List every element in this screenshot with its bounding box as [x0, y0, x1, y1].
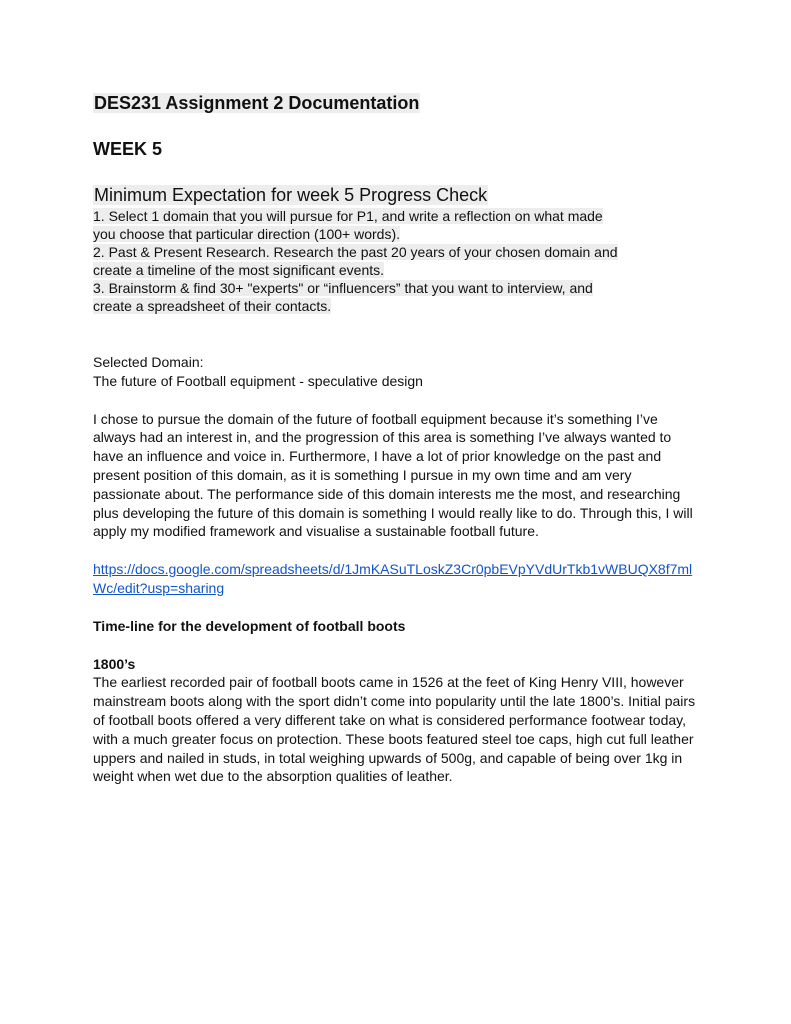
- timeline-heading: Time-line for the development of football boots: [93, 617, 406, 634]
- expectation-heading: [93, 183, 703, 207]
- document-title: [93, 88, 703, 119]
- expectation-list: [93, 207, 703, 315]
- expectation-line: you choose that particular direction (100+ words).: [93, 226, 400, 242]
- expectation-heading-text: Minimum Expectation for week 5 Progress Check: [94, 185, 488, 205]
- week-heading: WEEK 5: [93, 139, 163, 159]
- selected-domain-value: The future of Football equipment - speculative design: [93, 372, 423, 389]
- expectation-line: create a spreadsheet of their contacts.: [93, 298, 332, 314]
- spreadsheet-link-paragraph: [93, 560, 703, 598]
- selected-domain-label: Selected Domain:: [93, 354, 204, 370]
- document-title-text: DES231 Assignment 2 Documentation: [94, 93, 420, 113]
- spreadsheet-link[interactable]: https://docs.google.com/spreadsheets/d/1JmKASuTLoskZ3Cr0pbEVpYVdUrTkb1vWBUQX8f7mlWc/edit?usp=sharing: [93, 561, 693, 596]
- reflection-paragraph: I chose to pursue the domain of the future of football equipment because it’s something I’ve always had an interest in, and the progression of this area is something I’ve always wanted to have an influence and voice in. Furthermore, I have a lot of prior knowledge on the past and present position of this domain, as it is something I pursue in my own time and am very passionate about. The performance side of this domain interests me the most, and researching plus developing the future of this domain is something I would really like to do. Through this, I will apply my modified framework and visualise a sustainable football future.: [93, 410, 693, 540]
- document-page: [93, 88, 703, 786]
- expectation-line: create a timeline of the most significant events.: [93, 262, 385, 278]
- expectation-line: 1. Select 1 domain that you will pursue for P1, and write a reflection on what made: [93, 208, 603, 224]
- expectation-line: 2. Past & Present Research. Research the past 20 years of your chosen domain and: [93, 244, 618, 260]
- expectation-line: 3. Brainstorm & find 30+ "experts" or “influencers” that you want to interview, and: [93, 280, 593, 296]
- era-heading: 1800’s: [93, 655, 136, 672]
- era-paragraph: The earliest recorded pair of football boots came in 1526 at the feet of King Henry VIII, however mainstream boots along with the sport didn’t come into popularity until the late 1800’s. Initial pairs of football boots offered a very different take on what is considered performance footwear today, with a much greater focus on protection. These boots featured steel toe caps, high cut full leather uppers and nailed in studs, in total weighing upwards of 500g, and capable of being over 1kg in weight when wet due to the absorption qualities of leather.: [93, 674, 696, 785]
